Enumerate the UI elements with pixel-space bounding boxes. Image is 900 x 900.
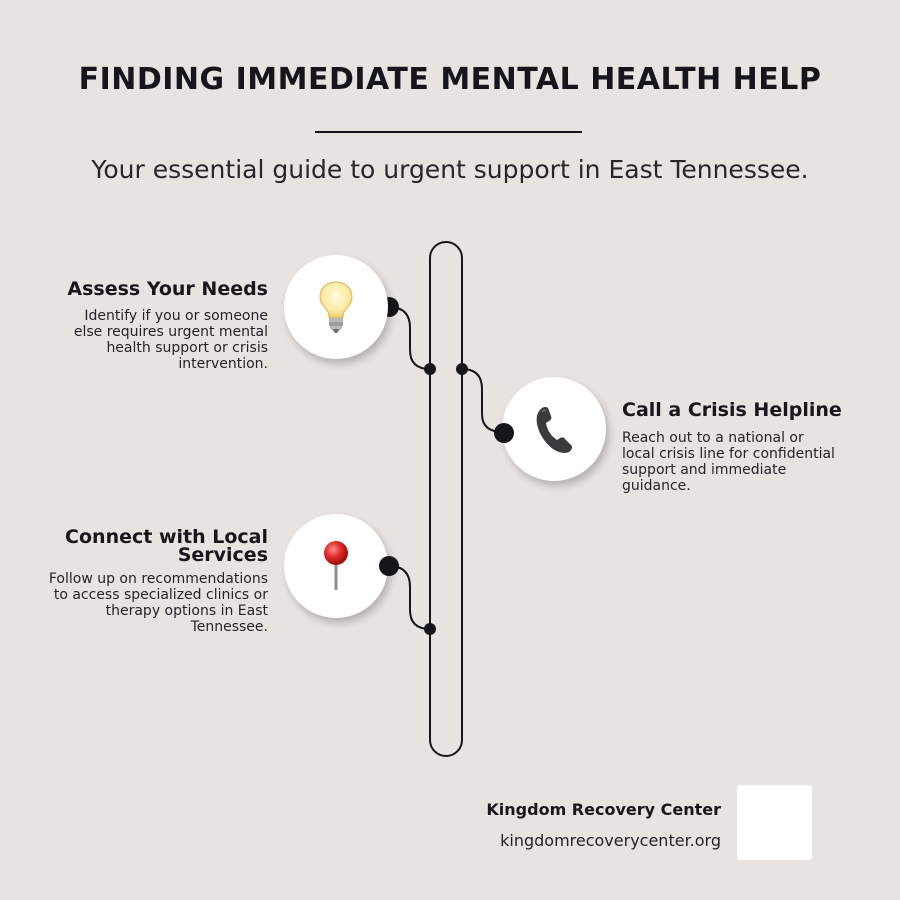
logo-placeholder bbox=[737, 785, 812, 860]
junction-dot-step-3 bbox=[424, 623, 436, 635]
step-3-icon-circle bbox=[284, 514, 388, 618]
step-1-description: Identify if you or someone else requires urgent mental health support or crisis intervention. bbox=[73, 308, 268, 372]
organization-name: Kingdom Recovery Center bbox=[486, 800, 721, 819]
phone-icon bbox=[532, 404, 576, 454]
lightbulb-icon bbox=[316, 279, 356, 335]
step-2-title: Call a Crisis Helpline bbox=[622, 399, 842, 421]
step-3-title: Connect with Local Services bbox=[65, 526, 268, 566]
step-1-title: Assess Your Needs bbox=[67, 278, 268, 300]
step-1-icon-circle bbox=[284, 255, 388, 359]
page-title: FINDING IMMEDIATE MENTAL HEALTH HELP bbox=[78, 62, 822, 97]
website-link[interactable]: kingdomrecoverycenter.org bbox=[500, 831, 721, 850]
node-dot-step-3-marker bbox=[379, 556, 399, 576]
connector-step-1 bbox=[389, 307, 430, 369]
map-pin-icon bbox=[319, 540, 353, 592]
page-subtitle: Your essential guide to urgent support in East Tennessee. bbox=[91, 155, 809, 184]
step-2-description: Reach out to a national or local crisis line for confidential support and immediate guidance. bbox=[622, 430, 835, 494]
step-3-description: Follow up on recommendations to access specialized clinics or therapy options in East Tennessee. bbox=[48, 571, 268, 635]
junction-dot-step-1 bbox=[424, 363, 436, 375]
step-2-icon-circle bbox=[502, 377, 606, 481]
timeline-track bbox=[430, 242, 462, 756]
junction-dot-step-2 bbox=[456, 363, 468, 375]
node-dot-step-2-marker bbox=[494, 423, 514, 443]
